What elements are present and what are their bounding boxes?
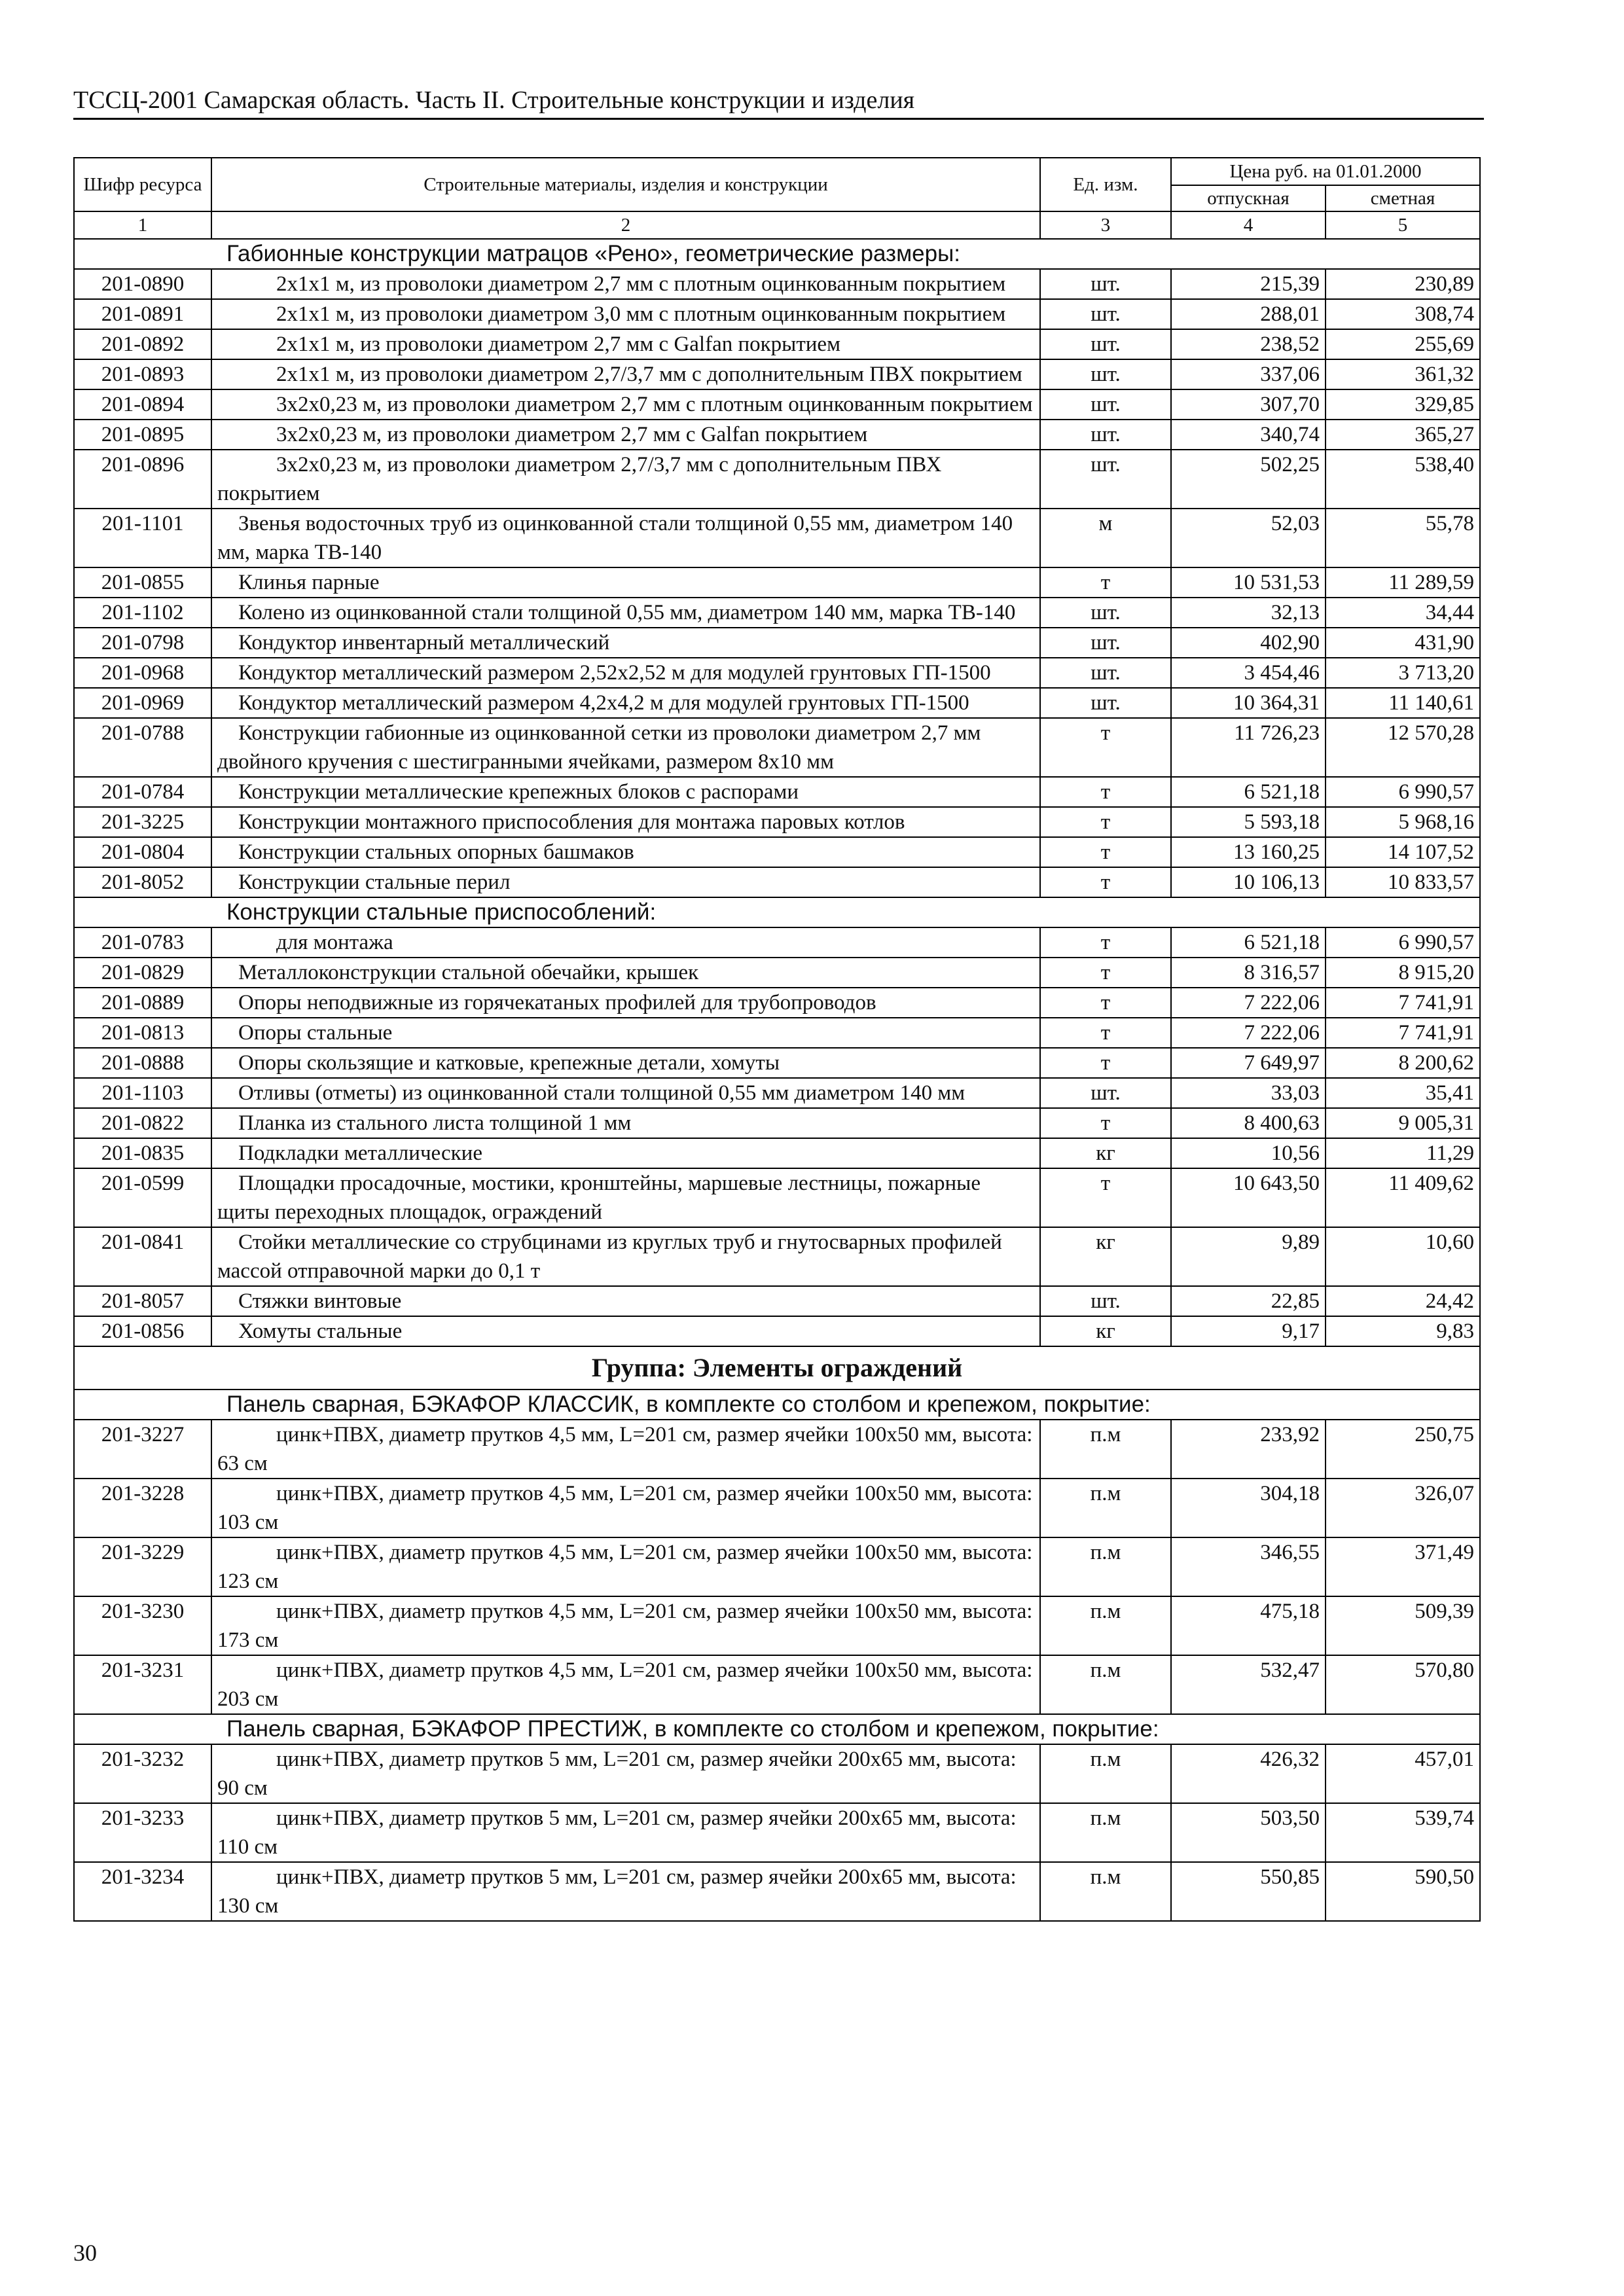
unit-of-measure: шт. xyxy=(1040,269,1171,299)
table-row xyxy=(74,1138,1480,1168)
release-price: 9,17 xyxy=(1171,1316,1326,1346)
resource-code: 201-1101 xyxy=(74,509,211,567)
estimate-price: 361,32 xyxy=(1326,359,1480,389)
material-description-text: цинк+ПВХ, диаметр прутков 4,5 мм, L=201 см, размер ячейки 100x50 мм, высота: 63 см xyxy=(217,1423,1033,1475)
table-row xyxy=(74,688,1480,718)
resource-code: 201-3232 xyxy=(74,1744,211,1803)
table-row xyxy=(74,1803,1480,1862)
unit-of-measure: п.м xyxy=(1040,1803,1171,1862)
estimate-price: 10 833,57 xyxy=(1326,867,1480,897)
resource-code: 201-3230 xyxy=(74,1596,211,1655)
table-row xyxy=(74,1078,1480,1108)
resource-code: 201-3229 xyxy=(74,1537,211,1596)
estimate-price: 8 200,62 xyxy=(1326,1048,1480,1078)
release-price: 13 160,25 xyxy=(1171,837,1326,867)
material-description-text: Металлоконструкции стальной обечайки, крышек xyxy=(238,961,699,984)
unit-of-measure: п.м xyxy=(1040,1537,1171,1596)
table-header-row xyxy=(74,158,1480,185)
release-price: 475,18 xyxy=(1171,1596,1326,1655)
section-heading-row xyxy=(74,1714,1480,1744)
unit-of-measure: шт. xyxy=(1040,1078,1171,1108)
material-description-text: Конструкции металлические крепежных блоков с распорами xyxy=(238,780,799,804)
material-description-text: Планка из стального листа толщиной 1 мм xyxy=(238,1111,632,1135)
release-price: 238,52 xyxy=(1171,329,1326,359)
table-row xyxy=(74,1168,1480,1227)
resource-code: 201-0968 xyxy=(74,658,211,688)
release-price: 346,55 xyxy=(1171,1537,1326,1596)
release-price: 10 364,31 xyxy=(1171,688,1326,718)
unit-of-measure: кг xyxy=(1040,1316,1171,1346)
estimate-price: 7 741,91 xyxy=(1326,1018,1480,1048)
header-price: Цена руб. на 01.01.2000 xyxy=(1171,158,1480,185)
estimate-price: 10,60 xyxy=(1326,1227,1480,1286)
material-description xyxy=(211,1018,1040,1048)
resource-code: 201-0813 xyxy=(74,1018,211,1048)
estimate-price: 371,49 xyxy=(1326,1537,1480,1596)
group-heading-row xyxy=(74,1346,1480,1390)
estimate-price: 35,41 xyxy=(1326,1078,1480,1108)
material-description xyxy=(211,567,1040,598)
release-price: 7 222,06 xyxy=(1171,1018,1326,1048)
unit-of-measure: т xyxy=(1040,718,1171,777)
release-price: 6 521,18 xyxy=(1171,927,1326,958)
material-description xyxy=(211,450,1040,509)
page-number: 30 xyxy=(73,2240,97,2266)
material-description xyxy=(211,958,1040,988)
release-price: 233,92 xyxy=(1171,1420,1326,1479)
table-row xyxy=(74,1744,1480,1803)
resource-code: 201-0783 xyxy=(74,927,211,958)
estimate-price: 9 005,31 xyxy=(1326,1108,1480,1138)
unit-of-measure: шт. xyxy=(1040,628,1171,658)
material-description xyxy=(211,269,1040,299)
estimate-price: 431,90 xyxy=(1326,628,1480,658)
release-price: 7 222,06 xyxy=(1171,988,1326,1018)
resource-code: 201-0889 xyxy=(74,988,211,1018)
material-description xyxy=(211,1655,1040,1714)
material-description xyxy=(211,628,1040,658)
estimate-price: 3 713,20 xyxy=(1326,658,1480,688)
release-price: 8 316,57 xyxy=(1171,958,1326,988)
resource-code: 201-0896 xyxy=(74,450,211,509)
estimate-price: 329,85 xyxy=(1326,389,1480,420)
material-description-text: 3x2x0,23 м, из проволоки диаметром 2,7 мм с плотным оцинкованным покрытием xyxy=(276,393,1033,416)
unit-of-measure: шт. xyxy=(1040,598,1171,628)
unit-of-measure: т xyxy=(1040,807,1171,837)
header-code: Шифр ресурса xyxy=(74,158,211,211)
material-description xyxy=(211,1108,1040,1138)
table-row xyxy=(74,1108,1480,1138)
material-description xyxy=(211,1479,1040,1537)
column-numbers-row xyxy=(74,211,1480,239)
table-row xyxy=(74,1048,1480,1078)
resource-code: 201-0969 xyxy=(74,688,211,718)
unit-of-measure: п.м xyxy=(1040,1479,1171,1537)
unit-of-measure: м xyxy=(1040,509,1171,567)
estimate-price: 11,29 xyxy=(1326,1138,1480,1168)
unit-of-measure: т xyxy=(1040,988,1171,1018)
material-description-text: цинк+ПВХ, диаметр прутков 5 мм, L=201 см, размер ячейки 200x65 мм, высота: 130 см xyxy=(217,1865,1017,1918)
material-description xyxy=(211,807,1040,837)
release-price: 402,90 xyxy=(1171,628,1326,658)
material-description-text: Опоры скользящие и катковые, крепежные детали, хомуты xyxy=(238,1051,780,1075)
table-row xyxy=(74,567,1480,598)
resource-code: 201-0890 xyxy=(74,269,211,299)
unit-of-measure: т xyxy=(1040,1018,1171,1048)
resource-code: 201-0893 xyxy=(74,359,211,389)
release-price: 340,74 xyxy=(1171,420,1326,450)
table-row xyxy=(74,867,1480,897)
material-description-text: 2x1x1 м, из проволоки диаметром 3,0 мм с плотным оцинкованным покрытием xyxy=(276,302,1006,326)
estimate-price: 7 741,91 xyxy=(1326,988,1480,1018)
section-heading-row xyxy=(74,1390,1480,1420)
unit-of-measure: шт. xyxy=(1040,359,1171,389)
material-description xyxy=(211,988,1040,1018)
material-description xyxy=(211,927,1040,958)
unit-of-measure: шт. xyxy=(1040,329,1171,359)
material-description xyxy=(211,777,1040,807)
estimate-price: 11 409,62 xyxy=(1326,1168,1480,1227)
release-price: 304,18 xyxy=(1171,1479,1326,1537)
release-price: 5 593,18 xyxy=(1171,807,1326,837)
estimate-price: 6 990,57 xyxy=(1326,777,1480,807)
unit-of-measure: шт. xyxy=(1040,420,1171,450)
table-row xyxy=(74,509,1480,567)
table-row xyxy=(74,1018,1480,1048)
column-number: 5 xyxy=(1326,211,1480,239)
release-price: 10,56 xyxy=(1171,1138,1326,1168)
material-description xyxy=(211,1862,1040,1921)
table-row xyxy=(74,1537,1480,1596)
table-row xyxy=(74,658,1480,688)
unit-of-measure: п.м xyxy=(1040,1862,1171,1921)
resource-code: 201-0895 xyxy=(74,420,211,450)
material-description-text: Кондуктор металлический размером 2,52x2,52 м для модулей грунтовых ГП-1500 xyxy=(238,661,991,685)
material-description xyxy=(211,1138,1040,1168)
material-description-text: Конструкции стальных опорных башмаков xyxy=(238,840,634,864)
table-row xyxy=(74,359,1480,389)
material-description-text: 2x1x1 м, из проволоки диаметром 2,7 мм с плотным оцинкованным покрытием xyxy=(276,272,1006,296)
unit-of-measure: т xyxy=(1040,1108,1171,1138)
table-row xyxy=(74,927,1480,958)
resource-code: 201-3234 xyxy=(74,1862,211,1921)
material-description-text: 2x1x1 м, из проволоки диаметром 2,7 мм с Galfan покрытием xyxy=(276,332,840,356)
page-header-title: ТССЦ-2001 Самарская область. Часть II. Строительные конструкции и изделия xyxy=(73,86,915,114)
table-row xyxy=(74,1286,1480,1316)
section-heading: Конструкции стальные приспособлений: xyxy=(74,897,1480,927)
material-description-text: Конструкции габионные из оцинкованной сетки из проволоки диаметром 2,7 мм двойного кручения с шестигранными ячейками, размером 8x10 мм xyxy=(217,721,981,774)
resource-code: 201-0856 xyxy=(74,1316,211,1346)
estimate-price: 539,74 xyxy=(1326,1803,1480,1862)
unit-of-measure: п.м xyxy=(1040,1655,1171,1714)
material-description-text: цинк+ПВХ, диаметр прутков 5 мм, L=201 см, размер ячейки 200x65 мм, высота: 90 см xyxy=(217,1748,1017,1800)
release-price: 8 400,63 xyxy=(1171,1108,1326,1138)
material-description-text: Кондуктор металлический размером 4,2x4,2 м для модулей грунтовых ГП-1500 xyxy=(238,691,969,715)
material-description xyxy=(211,837,1040,867)
estimate-price: 24,42 xyxy=(1326,1286,1480,1316)
material-description xyxy=(211,420,1040,450)
material-description-text: Отливы (отметы) из оцинкованной стали толщиной 0,55 мм диаметром 140 мм xyxy=(238,1081,965,1105)
material-description xyxy=(211,509,1040,567)
resource-code: 201-3227 xyxy=(74,1420,211,1479)
release-price: 3 454,46 xyxy=(1171,658,1326,688)
header-estimate: сметная xyxy=(1326,185,1480,211)
table-row xyxy=(74,1420,1480,1479)
material-description-text: цинк+ПВХ, диаметр прутков 4,5 мм, L=201 см, размер ячейки 100x50 мм, высота: 173 см xyxy=(217,1600,1033,1652)
unit-of-measure: шт. xyxy=(1040,389,1171,420)
column-number: 1 xyxy=(74,211,211,239)
table-row xyxy=(74,389,1480,420)
material-description-text: для монтажа xyxy=(276,931,393,954)
table-row xyxy=(74,807,1480,837)
material-description-text: Подкладки металлические xyxy=(238,1141,482,1165)
release-price: 532,47 xyxy=(1171,1655,1326,1714)
table-row xyxy=(74,988,1480,1018)
unit-of-measure: т xyxy=(1040,958,1171,988)
material-description-text: Площадки просадочные, мостики, кронштейны, маршевые лестницы, пожарные щиты переходных площадок, ограждений xyxy=(217,1172,981,1224)
release-price: 32,13 xyxy=(1171,598,1326,628)
estimate-price: 55,78 xyxy=(1326,509,1480,567)
resource-code: 201-0788 xyxy=(74,718,211,777)
resource-code: 201-0841 xyxy=(74,1227,211,1286)
material-description xyxy=(211,598,1040,628)
table-row xyxy=(74,1479,1480,1537)
table-row xyxy=(74,329,1480,359)
unit-of-measure: т xyxy=(1040,1048,1171,1078)
release-price: 10 643,50 xyxy=(1171,1168,1326,1227)
resource-code: 201-3225 xyxy=(74,807,211,837)
material-description-text: 2x1x1 м, из проволоки диаметром 2,7/3,7 мм с дополнительным ПВХ покрытием xyxy=(276,363,1022,386)
table-row xyxy=(74,1227,1480,1286)
material-description-text: Хомуты стальные xyxy=(238,1319,403,1343)
estimate-price: 6 990,57 xyxy=(1326,927,1480,958)
table-row xyxy=(74,718,1480,777)
resource-code: 201-8057 xyxy=(74,1286,211,1316)
material-description xyxy=(211,1168,1040,1227)
estimate-price: 250,75 xyxy=(1326,1420,1480,1479)
material-description-text: цинк+ПВХ, диаметр прутков 5 мм, L=201 см, размер ячейки 200x65 мм, высота: 110 см xyxy=(217,1806,1017,1859)
section-heading: Габионные конструкции матрацов «Рено», геометрические размеры: xyxy=(74,239,1480,269)
section-heading: Панель сварная, БЭКАФОР КЛАССИК, в комплекте со столбом и крепежом, покрытие: xyxy=(74,1390,1480,1420)
header-release: отпускная xyxy=(1171,185,1326,211)
unit-of-measure: шт. xyxy=(1040,450,1171,509)
material-description-text: 3x2x0,23 м, из проволоки диаметром 2,7/3,7 мм с дополнительным ПВХ покрытием xyxy=(217,453,942,505)
table-row xyxy=(74,958,1480,988)
material-description xyxy=(211,1286,1040,1316)
estimate-price: 230,89 xyxy=(1326,269,1480,299)
release-price: 22,85 xyxy=(1171,1286,1326,1316)
estimate-price: 5 968,16 xyxy=(1326,807,1480,837)
resource-code: 201-0891 xyxy=(74,299,211,329)
release-price: 502,25 xyxy=(1171,450,1326,509)
estimate-price: 538,40 xyxy=(1326,450,1480,509)
material-description xyxy=(211,359,1040,389)
estimate-price: 14 107,52 xyxy=(1326,837,1480,867)
resource-code: 201-0784 xyxy=(74,777,211,807)
table-row xyxy=(74,1596,1480,1655)
material-description xyxy=(211,658,1040,688)
table-row xyxy=(74,299,1480,329)
unit-of-measure: кг xyxy=(1040,1138,1171,1168)
unit-of-measure: т xyxy=(1040,1168,1171,1227)
release-price: 288,01 xyxy=(1171,299,1326,329)
unit-of-measure: т xyxy=(1040,837,1171,867)
table-row xyxy=(74,628,1480,658)
resource-code: 201-8052 xyxy=(74,867,211,897)
release-price: 426,32 xyxy=(1171,1744,1326,1803)
material-description-text: Колено из оцинкованной стали толщиной 0,55 мм, диаметром 140 мм, марка ТВ-140 xyxy=(238,601,1016,624)
material-description xyxy=(211,1420,1040,1479)
price-table xyxy=(73,157,1481,1922)
material-description-text: 3x2x0,23 м, из проволоки диаметром 2,7 мм с Galfan покрытием xyxy=(276,423,868,446)
table-row xyxy=(74,598,1480,628)
release-price: 10 531,53 xyxy=(1171,567,1326,598)
table-row xyxy=(74,269,1480,299)
material-description xyxy=(211,688,1040,718)
estimate-price: 11 289,59 xyxy=(1326,567,1480,598)
material-description-text: Конструкции стальные перил xyxy=(238,870,511,894)
table-row xyxy=(74,450,1480,509)
resource-code: 201-0829 xyxy=(74,958,211,988)
resource-code: 201-1103 xyxy=(74,1078,211,1108)
material-description xyxy=(211,299,1040,329)
unit-of-measure: п.м xyxy=(1040,1420,1171,1479)
estimate-price: 12 570,28 xyxy=(1326,718,1480,777)
material-description-text: Звенья водосточных труб из оцинкованной стали толщиной 0,55 мм, диаметром 140 мм, марка ТВ-140 xyxy=(217,512,1013,564)
resource-code: 201-0835 xyxy=(74,1138,211,1168)
release-price: 7 649,97 xyxy=(1171,1048,1326,1078)
release-price: 10 106,13 xyxy=(1171,867,1326,897)
release-price: 215,39 xyxy=(1171,269,1326,299)
group-heading: Группа: Элементы ограждений xyxy=(74,1346,1480,1390)
estimate-price: 8 915,20 xyxy=(1326,958,1480,988)
resource-code: 201-3228 xyxy=(74,1479,211,1537)
unit-of-measure: шт. xyxy=(1040,688,1171,718)
estimate-price: 9,83 xyxy=(1326,1316,1480,1346)
material-description-text: Опоры стальные xyxy=(238,1021,393,1045)
material-description xyxy=(211,1537,1040,1596)
table-row xyxy=(74,1655,1480,1714)
material-description-text: Стяжки винтовые xyxy=(238,1289,402,1313)
release-price: 337,06 xyxy=(1171,359,1326,389)
resource-code: 201-0894 xyxy=(74,389,211,420)
material-description-text: Конструкции монтажного приспособления для монтажа паровых котлов xyxy=(238,810,905,834)
material-description xyxy=(211,1744,1040,1803)
section-heading-row xyxy=(74,239,1480,269)
header-materials: Строительные материалы, изделия и конструкции xyxy=(211,158,1040,211)
resource-code: 201-0804 xyxy=(74,837,211,867)
table-row xyxy=(74,1316,1480,1346)
resource-code: 201-0798 xyxy=(74,628,211,658)
estimate-price: 509,39 xyxy=(1326,1596,1480,1655)
resource-code: 201-0892 xyxy=(74,329,211,359)
material-description xyxy=(211,718,1040,777)
material-description-text: цинк+ПВХ, диаметр прутков 4,5 мм, L=201 см, размер ячейки 100x50 мм, высота: 103 см xyxy=(217,1482,1033,1534)
header-unit: Ед. изм. xyxy=(1040,158,1171,211)
estimate-price: 457,01 xyxy=(1326,1744,1480,1803)
table-row xyxy=(74,1862,1480,1921)
material-description-text: Кондуктор инвентарный металлический xyxy=(238,631,610,655)
release-price: 9,89 xyxy=(1171,1227,1326,1286)
release-price: 307,70 xyxy=(1171,389,1326,420)
release-price: 33,03 xyxy=(1171,1078,1326,1108)
unit-of-measure: шт. xyxy=(1040,658,1171,688)
unit-of-measure: т xyxy=(1040,777,1171,807)
material-description xyxy=(211,1078,1040,1108)
column-number: 3 xyxy=(1040,211,1171,239)
estimate-price: 11 140,61 xyxy=(1326,688,1480,718)
resource-code: 201-1102 xyxy=(74,598,211,628)
material-description xyxy=(211,867,1040,897)
section-heading-row xyxy=(74,897,1480,927)
resource-code: 201-0888 xyxy=(74,1048,211,1078)
material-description xyxy=(211,389,1040,420)
table-row xyxy=(74,420,1480,450)
table-row xyxy=(74,837,1480,867)
column-number: 2 xyxy=(211,211,1040,239)
material-description-text: Опоры неподвижные из горячекатаных профилей для трубопроводов xyxy=(238,991,876,1014)
estimate-price: 570,80 xyxy=(1326,1655,1480,1714)
release-price: 6 521,18 xyxy=(1171,777,1326,807)
resource-code: 201-0599 xyxy=(74,1168,211,1227)
estimate-price: 326,07 xyxy=(1326,1479,1480,1537)
unit-of-measure: кг xyxy=(1040,1227,1171,1286)
unit-of-measure: шт. xyxy=(1040,1286,1171,1316)
table-row xyxy=(74,777,1480,807)
release-price: 503,50 xyxy=(1171,1803,1326,1862)
unit-of-measure: п.м xyxy=(1040,1744,1171,1803)
resource-code: 201-0822 xyxy=(74,1108,211,1138)
material-description xyxy=(211,329,1040,359)
estimate-price: 308,74 xyxy=(1326,299,1480,329)
release-price: 550,85 xyxy=(1171,1862,1326,1921)
material-description xyxy=(211,1048,1040,1078)
resource-code: 201-3231 xyxy=(74,1655,211,1714)
material-description xyxy=(211,1803,1040,1862)
release-price: 52,03 xyxy=(1171,509,1326,567)
resource-code: 201-3233 xyxy=(74,1803,211,1862)
unit-of-measure: т xyxy=(1040,927,1171,958)
material-description-text: Стойки металлические со струбцинами из круглых труб и гнутосварных профилей массой отправочной марки до 0,1 т xyxy=(217,1230,1002,1283)
material-description xyxy=(211,1316,1040,1346)
material-description-text: Клинья парные xyxy=(238,571,380,594)
material-description xyxy=(211,1227,1040,1286)
estimate-price: 590,50 xyxy=(1326,1862,1480,1921)
estimate-price: 365,27 xyxy=(1326,420,1480,450)
price-table-body xyxy=(74,158,1480,1921)
section-heading: Панель сварная, БЭКАФОР ПРЕСТИЖ, в комплекте со столбом и крепежом, покрытие: xyxy=(74,1714,1480,1744)
unit-of-measure: шт. xyxy=(1040,299,1171,329)
column-number: 4 xyxy=(1171,211,1326,239)
material-description xyxy=(211,1596,1040,1655)
material-description-text: цинк+ПВХ, диаметр прутков 4,5 мм, L=201 см, размер ячейки 100x50 мм, высота: 203 см xyxy=(217,1659,1033,1711)
unit-of-measure: т xyxy=(1040,867,1171,897)
material-description-text: цинк+ПВХ, диаметр прутков 4,5 мм, L=201 см, размер ячейки 100x50 мм, высота: 123 см xyxy=(217,1541,1033,1593)
header-rule xyxy=(73,118,1484,120)
resource-code: 201-0855 xyxy=(74,567,211,598)
release-price: 11 726,23 xyxy=(1171,718,1326,777)
unit-of-measure: п.м xyxy=(1040,1596,1171,1655)
unit-of-measure: т xyxy=(1040,567,1171,598)
estimate-price: 34,44 xyxy=(1326,598,1480,628)
estimate-price: 255,69 xyxy=(1326,329,1480,359)
